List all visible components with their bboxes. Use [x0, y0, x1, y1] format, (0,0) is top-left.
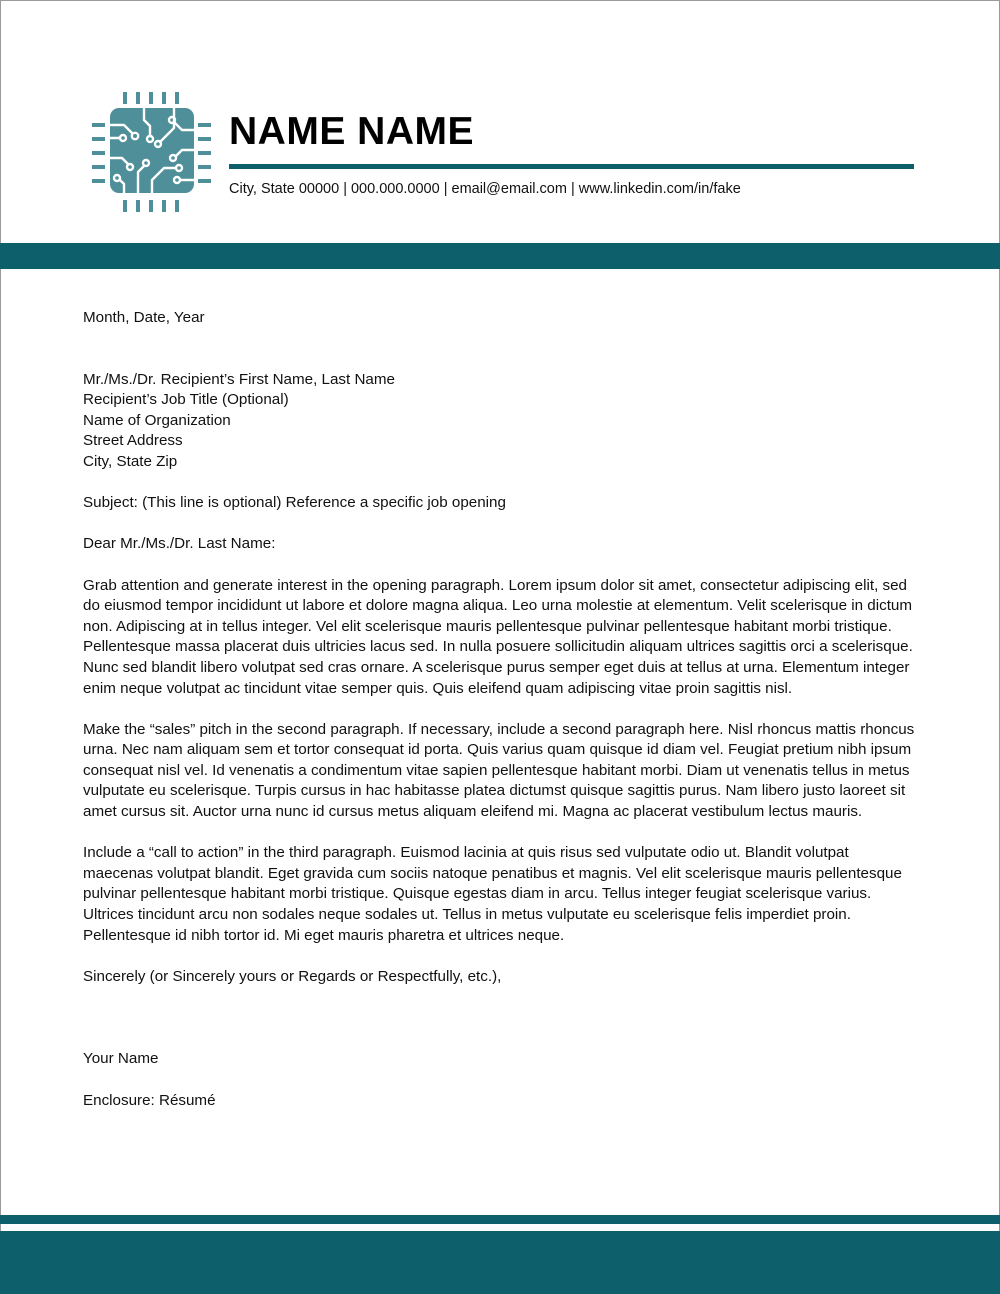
recipient-organization: Name of Organization	[83, 411, 231, 429]
signature-name: Your Name	[83, 1050, 159, 1068]
circuit-chip-icon	[90, 92, 214, 212]
spacer	[83, 946, 918, 967]
footer-band	[0, 1231, 1000, 1294]
recipient-job-title: Recipient’s Job Title (Optional)	[83, 391, 289, 409]
recipient-street: Street Address	[83, 432, 183, 450]
letter-date: Month, Date, Year	[83, 309, 205, 326]
spacer	[83, 329, 918, 370]
spacer	[83, 699, 918, 720]
spacer	[83, 514, 918, 535]
subject-line: Subject: (This line is optional) Reference a specific job opening	[83, 494, 506, 512]
paragraph-sales-pitch: Make the “sales” pitch in the second paragraph. If necessary, include a second paragraph here. Nisl rhoncus mattis rhoncus urna. Nec nam aliquam sem et tortor consequat id porta. Quis varius quam quisque id diam vel. Feugiat pretium nibh ipsum consequat nisl vel. Id venenatis a condimentum vitae sapien pellentesque habitant morbi. Diam ut venenatis tellus in metus vulputate eu scelerisque. Turpis cursus in hac habitasse platea dictumst quisque sagittis purus. Nam libero justo laoreet sit amet cursus sit. Auctor urna nunc id cursus metus aliquam eleifend mi. Magna ac placerat vestibulum lectus mauris.	[83, 720, 915, 821]
recipient-name: Mr./Ms./Dr. Recipient’s First Name, Last Name	[83, 370, 395, 388]
paragraph-opening: Grab attention and generate interest in the opening paragraph. Lorem ipsum dolor sit amet, consectetur adipiscing elit, sed do eiusmod tempor incididunt ut labore et dolore magna aliqua. Leo urna molestie at elementum. Velit scelerisque in dictum non. Adipiscing at in tellus integer. Vel elit scelerisque mauris pellentesque pulvinar pellentesque habitant morbi tristique. Pellentesque massa placerat duis ultricies lacus sed. In nulla posuere sollicitudin aliquam ultrices sagittis orci a scelerisque. Nunc sed blandit libero volutpat sed cras ornare. A scelerisque purus semper eget duis at tellus at urna. Elementum integer enim neque volutpat ac tincidunt vitae semper quis. Quis eleifend quam adipiscing vitae proin sagittis nisl.	[83, 576, 913, 697]
signature-space	[83, 987, 918, 1049]
spacer	[83, 473, 918, 494]
spacer	[83, 555, 918, 576]
name-underline-rule	[229, 164, 914, 169]
recipient-block	[83, 370, 918, 473]
closing: Sincerely (or Sincerely yours or Regards or Respectfully, etc.),	[83, 967, 502, 985]
header-band	[0, 243, 1000, 269]
recipient-city-state: City, State Zip	[83, 452, 178, 470]
spacer	[83, 823, 918, 844]
contact-line: City, State 00000 | 000.000.0000 | email@email.com | www.linkedin.com/in/fake	[229, 181, 741, 197]
salutation: Dear Mr./Ms./Dr. Last Name:	[83, 535, 276, 553]
letter-body	[83, 308, 918, 1111]
applicant-name: NAME NAME	[229, 110, 474, 153]
spacer	[83, 1070, 918, 1091]
enclosure-line: Enclosure: Résumé	[83, 1091, 216, 1109]
paragraph-call-to-action: Include a “call to action” in the third paragraph. Euismod lacinia at quis risus sed vulputate odio ut. Blandit volutpat maecenas volutpat blandit. Eget gravida cum sociis natoque penatibus et magnis. Vel elit scelerisque mauris pellentesque pulvinar pellentesque habitant morbi tristique. Quisque egestas diam in arcu. Tellus integer feugiat scelerisque varius. Ultrices tincidunt arcu non sodales neque sodales ut. Tellus in metus vulputate eu scelerisque felis imperdiet proin. Pellentesque id nibh tortor id. Mi eget mauris pharetra et ultrices neque.	[83, 844, 902, 944]
footer-thin-rule	[0, 1215, 1000, 1224]
